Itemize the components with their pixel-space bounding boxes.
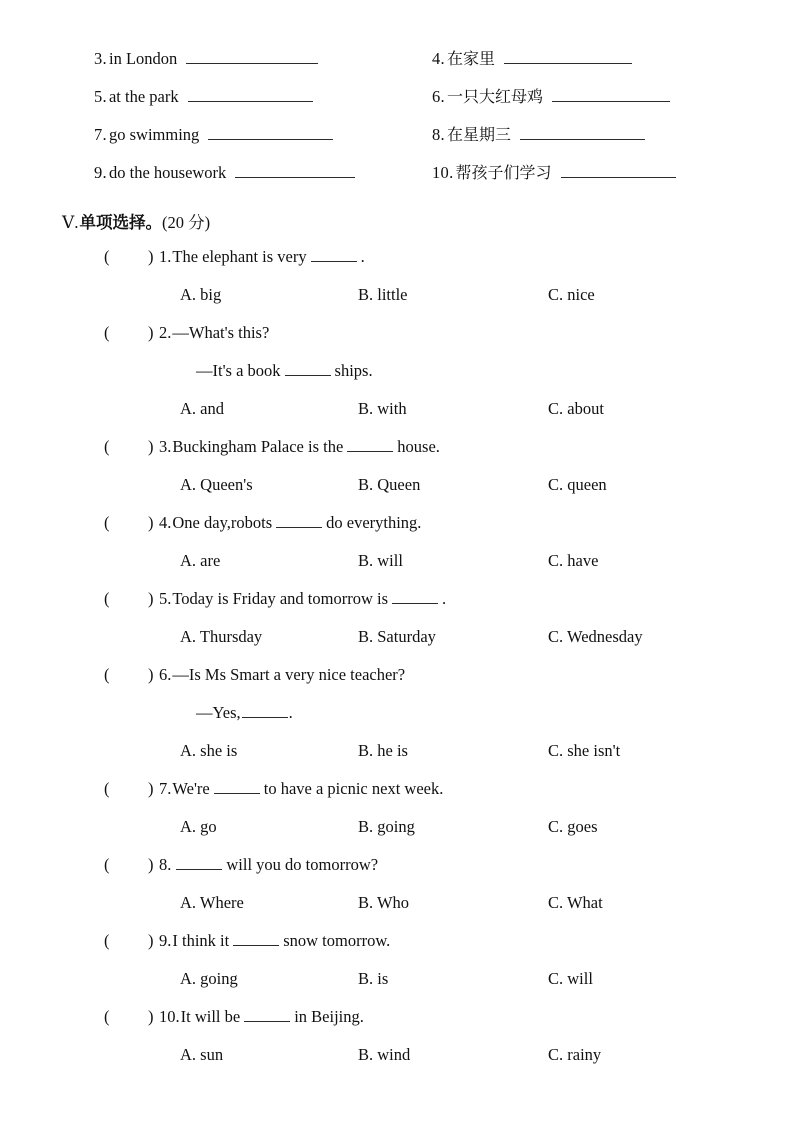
option-c[interactable]: C. queen — [548, 475, 607, 494]
options-row — [0, 549, 793, 587]
section-title: 单项选择。 — [79, 213, 163, 232]
question-continuation-row — [0, 701, 793, 739]
question-stem-row — [0, 321, 793, 359]
answer-bracket-open[interactable]: ( — [104, 513, 110, 532]
option-a[interactable]: A. going — [180, 969, 238, 988]
continuation-text-before: —Yes, — [196, 703, 241, 722]
answer-bracket-open[interactable]: ( — [104, 779, 110, 798]
question-text-before: It will be — [180, 1007, 241, 1026]
option-a[interactable]: A. Thursday — [180, 627, 263, 646]
question-stem-row — [0, 511, 793, 549]
translation-item — [432, 122, 645, 148]
answer-bracket-close[interactable]: ) — [148, 1007, 154, 1026]
question-text-after: snow tomorrow. — [283, 931, 391, 950]
question-number: 2. — [159, 323, 172, 342]
options-row — [0, 815, 793, 853]
answer-bracket-close[interactable]: ) — [148, 437, 154, 456]
answer-blank-line[interactable] — [208, 124, 333, 140]
options-row — [0, 397, 793, 435]
option-a[interactable]: A. big — [180, 285, 222, 304]
option-c[interactable]: C. nice — [548, 285, 595, 304]
continuation-text-after: ships. — [334, 361, 373, 380]
answer-bracket-open[interactable]: ( — [104, 589, 110, 608]
continuation-text-after: . — [288, 703, 293, 722]
question-number: 8. — [159, 855, 172, 874]
item-number: 6. — [432, 87, 445, 106]
item-number: 3. — [94, 49, 107, 68]
options-row — [0, 473, 793, 511]
question-stem — [159, 663, 405, 687]
translation-row — [0, 160, 793, 198]
option-b[interactable]: B. is — [358, 969, 389, 988]
item-number: 9. — [94, 163, 107, 182]
question-stem-row — [0, 587, 793, 625]
question-stem — [159, 321, 269, 345]
continuation-text-before: —It's a book — [196, 361, 281, 380]
option-a[interactable]: A. go — [180, 817, 217, 836]
option-b[interactable]: B. he is — [358, 741, 408, 760]
item-text: 帮孩子们学习 — [455, 163, 552, 182]
options-row — [0, 967, 793, 1005]
question-stem — [159, 511, 421, 535]
question-number: 4. — [159, 513, 172, 532]
translation-item — [432, 160, 676, 186]
options-row — [0, 891, 793, 929]
answer-bracket-open[interactable]: ( — [104, 665, 110, 684]
question-number: 7. — [159, 779, 172, 798]
answer-blank-line[interactable] — [235, 162, 355, 178]
item-number: 10. — [432, 163, 454, 182]
translation-row — [0, 84, 793, 122]
option-b[interactable]: B. wind — [358, 1045, 411, 1064]
option-a[interactable]: A. and — [180, 399, 224, 418]
translation-item — [432, 46, 632, 72]
translation-section — [0, 46, 793, 198]
options-row — [0, 1043, 793, 1081]
option-a[interactable]: A. Where — [180, 893, 244, 912]
question-stem — [159, 1005, 364, 1029]
question-text-after: to have a picnic next week. — [263, 779, 444, 798]
answer-blank-line[interactable] — [552, 86, 670, 102]
answer-blank-line[interactable] — [186, 48, 318, 64]
answer-bracket-close[interactable]: ) — [148, 323, 154, 342]
option-c[interactable]: C. goes — [548, 817, 598, 836]
option-c[interactable]: C. she isn't — [548, 741, 621, 760]
option-a[interactable]: A. she is — [180, 741, 238, 760]
section-v-heading — [62, 209, 210, 233]
question-text-before: I think it — [172, 931, 230, 950]
question-stem — [159, 587, 446, 611]
option-c[interactable]: C. What — [548, 893, 603, 912]
answer-bracket-close[interactable]: ) — [148, 513, 154, 532]
translation-item — [94, 160, 355, 186]
question-continuation-row — [0, 359, 793, 397]
answer-bracket-close[interactable]: ) — [148, 247, 154, 266]
question-stem — [159, 777, 443, 801]
question-number: 9. — [159, 931, 172, 950]
question-text: —Is Ms Smart a very nice teacher? — [172, 665, 406, 684]
question-text-after: in Beijing. — [294, 1007, 364, 1026]
question-continuation — [196, 359, 373, 383]
item-text: 在星期三 — [446, 125, 511, 144]
option-c[interactable]: C. will — [548, 969, 593, 988]
question-stem-row — [0, 929, 793, 967]
question-text: —What's this? — [172, 323, 270, 342]
question-answer-blank[interactable] — [242, 703, 288, 718]
question-text-after: do everything. — [326, 513, 422, 532]
item-text: 在家里 — [446, 49, 495, 68]
option-c[interactable]: C. about — [548, 399, 604, 418]
option-c[interactable]: C. Wednesday — [548, 627, 643, 646]
question-stem — [159, 435, 440, 459]
question-continuation — [196, 701, 293, 725]
question-answer-blank[interactable] — [276, 513, 322, 528]
option-a[interactable]: A. Queen's — [180, 475, 253, 494]
translation-row — [0, 46, 793, 84]
question-answer-blank[interactable] — [214, 779, 260, 794]
option-a[interactable]: A. sun — [180, 1045, 224, 1064]
option-c[interactable]: C. have — [548, 551, 599, 570]
option-b[interactable]: B. Queen — [358, 475, 421, 494]
question-text-after: will you do tomorrow? — [226, 855, 379, 874]
answer-blank-line[interactable] — [504, 48, 632, 64]
translation-item — [94, 84, 313, 110]
answer-bracket-open[interactable]: ( — [104, 323, 110, 342]
answer-blank-line[interactable] — [520, 124, 645, 140]
question-answer-blank[interactable] — [347, 437, 393, 452]
question-answer-blank[interactable] — [311, 247, 357, 262]
option-b[interactable]: B. little — [358, 285, 408, 304]
translation-item — [432, 84, 670, 110]
option-a[interactable]: A. are — [180, 551, 221, 570]
options-row — [0, 283, 793, 321]
question-answer-blank[interactable] — [285, 361, 331, 376]
option-b[interactable]: B. going — [358, 817, 415, 836]
question-text-before: Today is Friday and tomorrow is — [172, 589, 388, 608]
question-stem — [159, 929, 390, 953]
section-score: (20 分) — [162, 213, 211, 232]
answer-bracket-close[interactable]: ) — [148, 855, 154, 874]
translation-item — [94, 122, 333, 148]
question-text-before: The elephant is very — [172, 247, 307, 266]
answer-bracket-open[interactable]: ( — [104, 1007, 110, 1026]
answer-bracket-close[interactable]: ) — [148, 931, 154, 950]
answer-blank-line[interactable] — [188, 86, 313, 102]
option-b[interactable]: B. with — [358, 399, 407, 418]
question-number: 10. — [159, 1007, 180, 1026]
question-stem-row — [0, 435, 793, 473]
question-stem-row — [0, 777, 793, 815]
question-answer-blank[interactable] — [176, 855, 222, 870]
answer-bracket-close[interactable]: ) — [148, 779, 154, 798]
answer-bracket-open[interactable]: ( — [104, 437, 110, 456]
question-stem — [159, 245, 365, 269]
question-text-before: We're — [172, 779, 210, 798]
question-number: 1. — [159, 247, 172, 266]
answer-bracket-open[interactable]: ( — [104, 855, 110, 874]
section-dot: . — [74, 213, 79, 232]
answer-bracket-close[interactable]: ) — [148, 665, 154, 684]
question-stem-row — [0, 1005, 793, 1043]
item-number: 7. — [94, 125, 107, 144]
question-answer-blank[interactable] — [392, 589, 438, 604]
item-number: 8. — [432, 125, 445, 144]
item-text: do the housework — [108, 163, 227, 182]
answer-bracket-open[interactable]: ( — [104, 931, 110, 950]
item-number: 5. — [94, 87, 107, 106]
question-number: 3. — [159, 437, 172, 456]
options-row — [0, 625, 793, 663]
answer-bracket-close[interactable]: ) — [148, 589, 154, 608]
question-text-after: house. — [397, 437, 440, 456]
question-stem — [159, 853, 378, 877]
item-text: at the park — [108, 87, 179, 106]
option-b[interactable]: B. Saturday — [358, 627, 436, 646]
item-text: 一只大红母鸡 — [446, 87, 543, 106]
question-answer-blank[interactable] — [244, 1007, 290, 1022]
translation-item — [94, 46, 318, 72]
question-number: 5. — [159, 589, 172, 608]
option-b[interactable]: B. Who — [358, 893, 410, 912]
question-text-before: One day,robots — [172, 513, 273, 532]
question-text-after: . — [360, 247, 365, 266]
question-stem-row — [0, 853, 793, 891]
item-text: in London — [108, 49, 178, 68]
question-text-before: Buckingham Palace is the — [172, 437, 344, 456]
question-number: 6. — [159, 665, 172, 684]
question-stem-row — [0, 663, 793, 701]
option-c[interactable]: C. rainy — [548, 1045, 602, 1064]
section-roman-numeral: Ⅴ — [62, 213, 75, 232]
answer-bracket-open[interactable]: ( — [104, 247, 110, 266]
question-stem-row — [0, 245, 793, 283]
question-answer-blank[interactable] — [233, 931, 279, 946]
item-text: go swimming — [108, 125, 200, 144]
answer-blank-line[interactable] — [561, 162, 676, 178]
option-b[interactable]: B. will — [358, 551, 403, 570]
multiple-choice-section — [0, 245, 793, 1081]
options-row — [0, 739, 793, 777]
item-number: 4. — [432, 49, 445, 68]
translation-row — [0, 122, 793, 160]
question-text-after: . — [442, 589, 447, 608]
